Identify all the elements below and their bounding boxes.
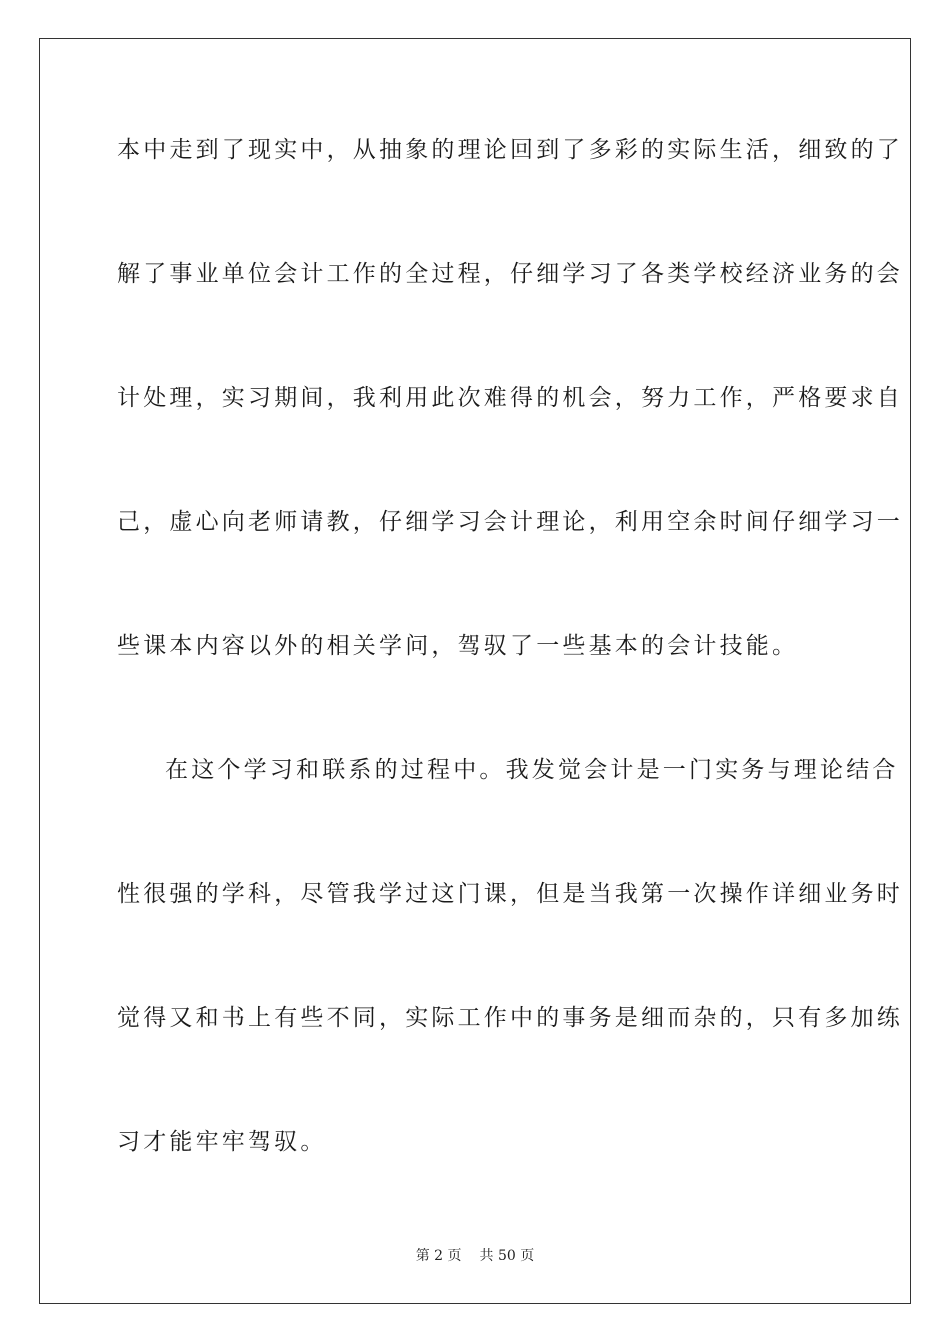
page-footer bbox=[0, 1246, 950, 1266]
text-line: 习才能牢牢驾驭。 bbox=[117, 1129, 327, 1155]
paragraph-first-line: 在这个学习和联系的过程中。我发觉会计是一门实务与理论结合 bbox=[165, 757, 899, 783]
page-number: 第 2 页 bbox=[415, 1248, 462, 1264]
text-line: 计处理，实习期间，我利用此次难得的机会，努力工作，严格要求自 bbox=[117, 385, 903, 411]
text-line: 解了事业单位会计工作的全过程，仔细学习了各类学校经济业务的会 bbox=[117, 261, 903, 287]
text-line: 性很强的学科，尽管我学过这门课，但是当我第一次操作详细业务时 bbox=[117, 881, 903, 907]
text-line: 本中走到了现实中，从抽象的理论回到了多彩的实际生活，细致的了 bbox=[117, 137, 903, 163]
page-total: 共 50 页 bbox=[479, 1248, 535, 1264]
text-line: 觉得又和书上有些不同，实际工作中的事务是细而杂的，只有多加练 bbox=[117, 1005, 903, 1031]
page-border bbox=[39, 38, 911, 1304]
text-line: 些课本内容以外的相关学问，驾驭了一些基本的会计技能。 bbox=[117, 633, 799, 659]
text-line: 己，虚心向老师请教，仔细学习会计理论，利用空余时间仔细学习一 bbox=[117, 509, 903, 535]
